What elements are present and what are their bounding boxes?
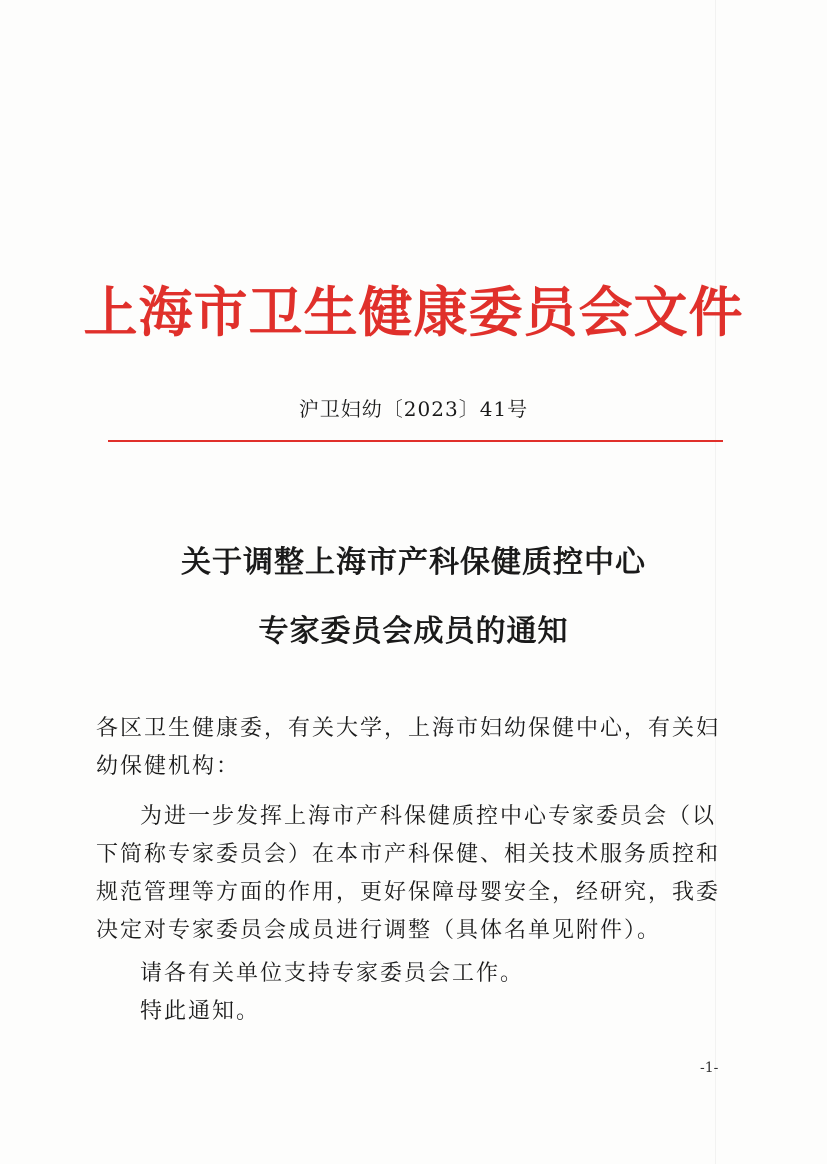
- body-paragraph-2: 请各有关单位支持专家委员会工作。: [140, 961, 525, 986]
- notice-title-line-1: 关于调整上海市产科保健质控中心: [181, 545, 646, 580]
- red-divider-rule: [108, 440, 723, 442]
- body-paragraph-1: 为进一步发挥上海市产科保健质控中心专家委员会（以下简称专家委员会）在本市产科保健、相关技术服务质控和规范管理等方面的作用，更好保障母婴安全，经研究，我委决定对专家委员会成员进行调整（具体名单见附件）。: [96, 804, 721, 943]
- body-paragraph-3: 特此通知。: [140, 999, 261, 1024]
- issuing-authority-header: 上海市卫生健康委员会文件: [83, 280, 744, 344]
- page-number: -1-: [700, 1060, 719, 1076]
- document-number: 沪卫妇幼〔2023〕41号: [298, 397, 529, 421]
- addressee-line: 各区卫生健康委，有关大学，上海市妇幼保健中心，有关妇幼保健机构：: [96, 716, 721, 779]
- notice-title-line-2: 专家委员会成员的通知: [258, 614, 569, 649]
